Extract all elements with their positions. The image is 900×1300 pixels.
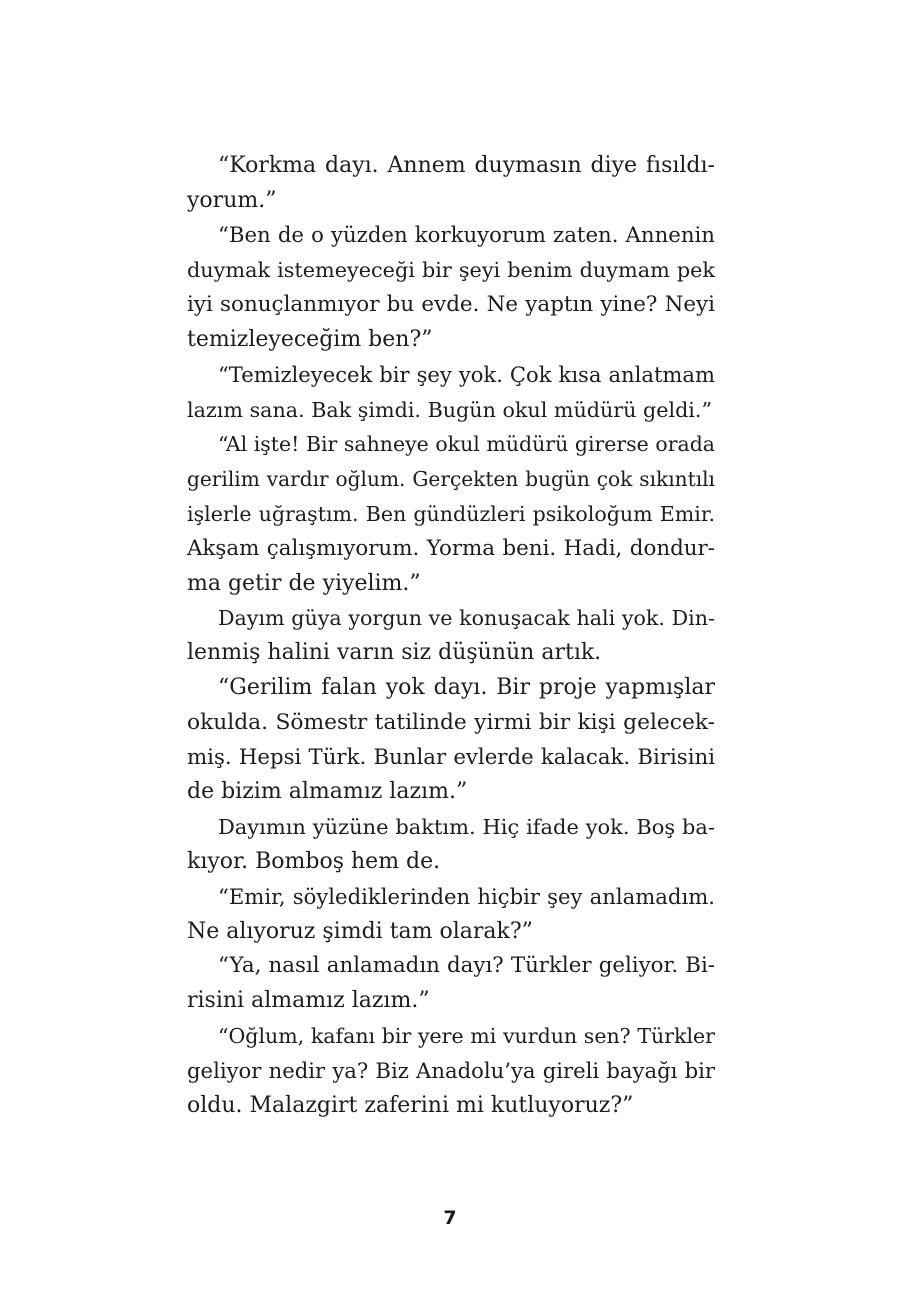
text-line: Dayım güya yorgun ve konuşacak hali yok. Din- bbox=[218, 606, 715, 631]
text-line: okulda. Sömestr tatilinde yirmi bir kişi gelecek- bbox=[187, 709, 715, 735]
text-line: temizleyeceğim ben?” bbox=[187, 326, 433, 352]
book-text bbox=[187, 149, 715, 1123]
text-line: ma getir de yiyelim.” bbox=[187, 570, 421, 596]
text-line: “Al işte! Bir sahneye okul müdürü girerse orada bbox=[218, 432, 715, 457]
text-line: lenmiş halini varın siz düşünün artık. bbox=[187, 640, 602, 666]
text-line: yorum.” bbox=[187, 187, 277, 213]
text-line: de bizim almamız lazım.” bbox=[187, 779, 468, 805]
text-line: Dayımın yüzüne baktım. Hiç ifade yok. Boş ba- bbox=[218, 815, 715, 840]
text-line: işlerle uğraştım. Ben gündüzleri psikoloğum Emir. bbox=[187, 501, 715, 526]
page-number: 7 bbox=[443, 1207, 457, 1229]
text-line: risini almamız lazım.” bbox=[187, 988, 430, 1014]
text-line: “Ya, nasıl anlamadın dayı? Türkler geliyor. Bi- bbox=[218, 953, 715, 979]
text-line: “Ben de o yüzden korkuyorum zaten. Annenin bbox=[218, 222, 715, 248]
text-line: geliyor nedir ya? Biz Anadolu’ya gireli bayağı bir bbox=[187, 1057, 715, 1083]
text-line: miş. Hepsi Türk. Bunlar evlerde kalacak. Birisini bbox=[187, 744, 715, 770]
text-line: “Gerilim falan yok dayı. Bir proje yapmışlar bbox=[218, 674, 715, 700]
text-line: lazım sana. Bak şimdi. Bugün okul müdürü geldi.” bbox=[187, 397, 713, 422]
text-line: iyi sonuçlanmıyor bu evde. Ne yaptın yine? Neyi bbox=[187, 292, 715, 318]
text-line: kıyor. Bomboş hem de. bbox=[187, 848, 441, 874]
text-line: oldu. Malazgirt zaferini mi kutluyoruz?” bbox=[187, 1092, 634, 1118]
text-line: “Temizleyecek bir şey yok. Çok kısa anlatmam bbox=[218, 361, 715, 387]
text-line: “Korkma dayı. Annem duymasın diye fısıldı- bbox=[218, 153, 715, 178]
text-line: Akşam çalışmıyorum. Yorma beni. Hadi, dondur- bbox=[187, 535, 715, 561]
text-line: gerilim vardır oğlum. Gerçekten bugün çok sıkıntılı bbox=[187, 467, 715, 492]
text-line: “Emir, söylediklerinden hiçbir şey anlamadım. bbox=[218, 883, 715, 909]
text-line: duymak istemeyeceği bir şeyi benim duymam pek bbox=[187, 258, 715, 283]
text-line: “Oğlum, kafanı bir yere mi vurdun sen? Türkler bbox=[218, 1023, 715, 1048]
text-line: Ne alıyoruz şimdi tam olarak?” bbox=[187, 918, 533, 944]
